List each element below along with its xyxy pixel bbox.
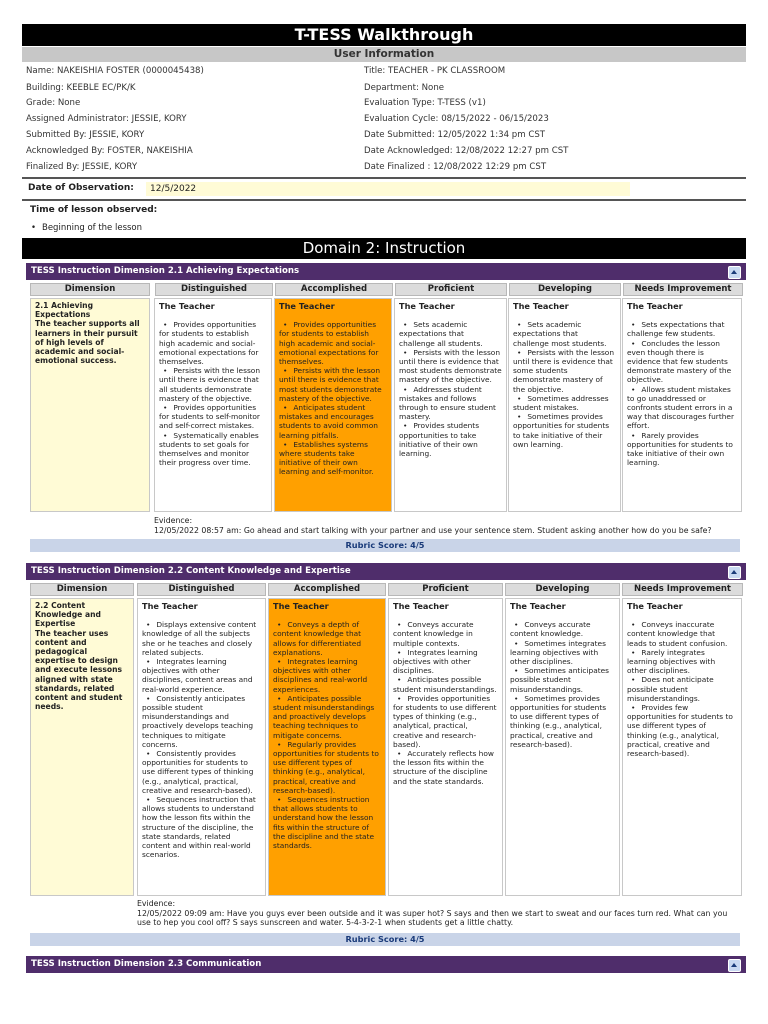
dimension-2-3-title: TESS Instruction Dimension 2.3 Communication xyxy=(31,959,262,969)
col-dimension: Dimension xyxy=(30,583,134,596)
info-building: Building: KEEBLE EC/PK/K xyxy=(26,83,136,93)
col-distinguished: Distinguished xyxy=(155,283,273,296)
col-needs-improvement: Needs Improvement xyxy=(622,583,743,596)
dimension-2-2-distinguished[interactable] xyxy=(137,598,266,896)
observation-date-value: 12/5/2022 xyxy=(146,182,630,196)
teacher-label: The Teacher xyxy=(513,301,569,311)
list-item: • Persists with the lesson until there is evidence that most students demonstrate mastery of the objective. xyxy=(399,348,502,385)
list-item: • Provides opportunities for students to establish high academic and social-emotional expectations for themselves. xyxy=(159,320,267,366)
list-item: • Sequences instruction that allows students to understand how the lesson fits within the structure of the discipline, the state standards, related content and within real-world scenarios. xyxy=(142,795,261,859)
list-item: • Integrates learning objectives with other disciplines and real-world experiences. xyxy=(273,657,381,694)
observation-date-row xyxy=(22,181,746,197)
dimension-2-1-rubric-score: Rubric Score: 4/5 xyxy=(30,539,740,552)
list-item: • Systematically enables students to set goals for themselves and monitor their progress over time. xyxy=(159,431,267,468)
teacher-label: The Teacher xyxy=(510,601,566,611)
info-date-acknowledged: Date Acknowledged: 12/08/2022 12:27 pm CST xyxy=(364,146,569,156)
list-item: • Accurately reflects how the lesson fits within the structure of the discipline and the state standards. xyxy=(393,749,498,786)
list-item: • Integrates learning objectives with other disciplines. xyxy=(393,648,498,676)
dimension-2-1-developing[interactable] xyxy=(508,298,621,512)
evidence-text: 12/05/2022 08:57 am: Go ahead and start talking with your partner and use your sentence stem. Student asking another how do you be safe? xyxy=(154,525,712,535)
list-item: • Persists with the lesson until there is evidence that some students demonstrate mastery of the objective. xyxy=(513,348,616,394)
dimension-2-1-needs-improvement[interactable] xyxy=(622,298,742,512)
dimension-2-1-evidence xyxy=(154,516,740,535)
list-item: • Allows student mistakes to go unaddressed or confronts student errors in a way that discourages further effort. xyxy=(627,385,737,431)
teacher-label: The Teacher xyxy=(627,301,683,311)
dimension-2-1-title: TESS Instruction Dimension 2.1 Achieving Expectations xyxy=(31,266,300,276)
list-item: • Conveys accurate content knowledge. xyxy=(510,620,615,638)
dimension-2-1-distinguished xyxy=(154,298,272,512)
info-name: Name: NAKEISHIA FOSTER (0000045438) xyxy=(26,66,204,76)
list-item: • Anticipates student mistakes and encourages students to avoid common learning pitfalls. xyxy=(279,403,387,440)
col-proficient: Proficient xyxy=(388,583,503,596)
divider xyxy=(22,177,746,179)
dimension-2-3-header xyxy=(26,956,746,973)
teacher-label: The Teacher xyxy=(393,601,449,611)
list-item: • Displays extensive content knowledge of all the subjects she or he teaches and closely related subjects. xyxy=(142,620,261,657)
info-grade: Grade: None xyxy=(26,98,81,108)
dimension-2-2-title: TESS Instruction Dimension 2.2 Content Knowledge and Expertise xyxy=(31,566,351,576)
dimension-2-2-evidence xyxy=(137,899,741,928)
list-item: • Consistently anticipates possible student misunderstandings and proactively develops teaching techniques to mitigate concerns. xyxy=(142,694,261,749)
teacher-label: The Teacher xyxy=(273,601,329,611)
list-item: • Does not anticipate possible student misunderstandings. xyxy=(627,675,737,703)
col-proficient: Proficient xyxy=(395,283,507,296)
dimension-2-2-accomplished-selected[interactable] xyxy=(268,598,386,896)
list-item: • Provides opportunities for students to use different types of thinking (e.g., analytical, practical, creative and research-based). xyxy=(393,694,498,749)
info-acknowledged-by: Acknowledged By: FOSTER, NAKEISHIA xyxy=(26,146,193,156)
list-item: • Provides opportunities for students to self-monitor and self-correct mistakes. xyxy=(159,403,267,431)
dimension-2-2-needs-improvement[interactable] xyxy=(622,598,742,896)
teacher-label: The Teacher xyxy=(627,601,683,611)
list-item: • Sets expectations that challenge few students. xyxy=(627,320,737,338)
info-submitted-by: Submitted By: JESSIE, KORY xyxy=(26,130,145,140)
info-date-submitted: Date Submitted: 12/05/2022 1:34 pm CST xyxy=(364,130,546,140)
list-item: • Conveys a depth of content knowledge that allows for differentiated explanations. xyxy=(273,620,381,657)
list-item: • Conveys accurate content knowledge in multiple contexts. xyxy=(393,620,498,648)
teacher-label: The Teacher xyxy=(399,301,455,311)
col-distinguished: Distinguished xyxy=(137,583,266,596)
dimension-2-2-developing[interactable] xyxy=(505,598,620,896)
list-item: • Provides few opportunities for students to use different types of thinking (e.g., analytical, practical, creative and research-based). xyxy=(627,703,737,758)
info-eval-cycle: Evaluation Cycle: 08/15/2022 - 06/15/2023 xyxy=(364,114,549,124)
col-developing: Developing xyxy=(509,283,621,296)
chevron-up-icon[interactable] xyxy=(728,566,741,579)
dimension-2-1-description: 2.1 Achieving Expectations The teacher supports all learners in their pursuit of high levels of academic and social-emotional success. xyxy=(30,298,150,512)
domain-title: Domain 2: Instruction xyxy=(22,238,746,259)
time-observed-label: Time of lesson observed: xyxy=(30,205,158,215)
dimension-2-1-header xyxy=(26,263,746,280)
divider xyxy=(22,199,746,201)
info-title: Title: TEACHER - PK CLASSROOM xyxy=(364,66,506,76)
dimension-2-2-rubric-score: Rubric Score: 4/5 xyxy=(30,933,740,946)
list-item: • Sets academic expectations that challenge all students. xyxy=(399,320,502,348)
col-dimension: Dimension xyxy=(30,283,150,296)
list-item: • Sequences instruction that allows students to understand how the lesson fits within the structure of the discipline and the state standards. xyxy=(273,795,381,850)
col-accomplished: Accomplished xyxy=(268,583,386,596)
observation-date-label: Date of Observation: xyxy=(28,183,134,193)
user-info-header: User Information xyxy=(22,47,746,62)
list-item: • Establishes systems where students take initiative of their own learning and self-monitor. xyxy=(279,440,387,477)
list-item: • Anticipates possible student misunderstandings. xyxy=(393,675,498,693)
list-item: • Regularly provides opportunities for students to use different types of thinking (e.g., analytical, practical, creative and research-based). xyxy=(273,740,381,795)
list-item: • Rarely provides opportunities for students to take initiative of their own learning. xyxy=(627,431,737,468)
dimension-2-2-description: 2.2 Content Knowledge and Expertise The teacher uses content and pedagogical expertise to design and execute lessons aligned with state standards, related content and student needs. xyxy=(30,598,134,896)
dimension-2-1-proficient[interactable] xyxy=(394,298,507,512)
list-item: • Sometimes provides opportunities for students to take initiative of their own learning. xyxy=(513,412,616,449)
list-item: • Persists with the lesson until there is evidence that all students demonstrate mastery of the objective. xyxy=(159,366,267,403)
list-item: • Rarely integrates learning objectives with other disciplines. xyxy=(627,648,737,676)
list-item: • Conveys inaccurate content knowledge that leads to student confusion. xyxy=(627,620,737,648)
teacher-label: The Teacher xyxy=(279,301,335,311)
list-item: • Consistently provides opportunities for students to use different types of thinking (e.g., analytical, practical, creative and research-based). xyxy=(142,749,261,795)
col-needs-improvement: Needs Improvement xyxy=(623,283,743,296)
info-department: Department: None xyxy=(364,83,445,93)
list-item: • Sometimes anticipates possible student misunderstandings. xyxy=(510,666,615,694)
list-item: • Anticipates possible student misunderstandings and proactively develops teaching techniques to mitigate concerns. xyxy=(273,694,381,740)
list-item: • Sets academic expectations that challenge most students. xyxy=(513,320,616,348)
list-item: • Provides students opportunities to take initiative of their own learning. xyxy=(399,421,502,458)
list-item: • Persists with the lesson until there is evidence that most students demonstrate mastery of the objective. xyxy=(279,366,387,403)
dimension-2-2-proficient[interactable] xyxy=(388,598,503,896)
page-title: T-TESS Walkthrough xyxy=(22,24,746,46)
list-item: • Addresses student mistakes and follows through to ensure student mastery. xyxy=(399,385,502,422)
teacher-label: The Teacher xyxy=(142,601,198,611)
info-admin: Assigned Administrator: JESSIE, KORY xyxy=(26,114,187,124)
dimension-2-1-accomplished-selected[interactable] xyxy=(274,298,392,512)
teacher-label: The Teacher xyxy=(159,301,215,311)
list-item: • Integrates learning objectives with other disciplines, content areas and real-world experience. xyxy=(142,657,261,694)
chevron-up-icon[interactable] xyxy=(728,266,741,279)
list-item: • Sometimes integrates learning objectives with other disciplines. xyxy=(510,639,615,667)
evidence-label: Evidence: xyxy=(154,516,193,525)
time-observed-value: • Beginning of the lesson xyxy=(42,223,142,233)
col-accomplished: Accomplished xyxy=(275,283,393,296)
list-item: • Sometimes addresses student mistakes. xyxy=(513,394,616,412)
evidence-label: Evidence: xyxy=(137,899,176,908)
info-finalized-by: Finalized By: JESSIE, KORY xyxy=(26,162,138,172)
info-date-finalized: Date Finalized : 12/08/2022 12:29 pm CST xyxy=(364,162,547,172)
chevron-up-icon[interactable] xyxy=(728,959,741,972)
dimension-2-2-header xyxy=(26,563,746,580)
list-item: • Provides opportunities for students to establish high academic and social-emotional expectations for themselves. xyxy=(279,320,387,366)
evidence-text: 12/05/2022 09:09 am: Have you guys ever been outside and it was super hot? S says and then we start to sweat and our faces turn red. What can you use to hep you cool off? S says sunscreen and water. 5-4-3-2-1 when students get a little chatty. xyxy=(137,908,728,927)
info-eval-type: Evaluation Type: T-TESS (v1) xyxy=(364,98,486,108)
list-item: • Sometimes provides opportunities for students to use different types of thinking (e.g., analytical, practical, creative and research-based). xyxy=(510,694,615,749)
list-item: • Concludes the lesson even though there is evidence that few students demonstrate mastery of the objective. xyxy=(627,339,737,385)
col-developing: Developing xyxy=(505,583,620,596)
